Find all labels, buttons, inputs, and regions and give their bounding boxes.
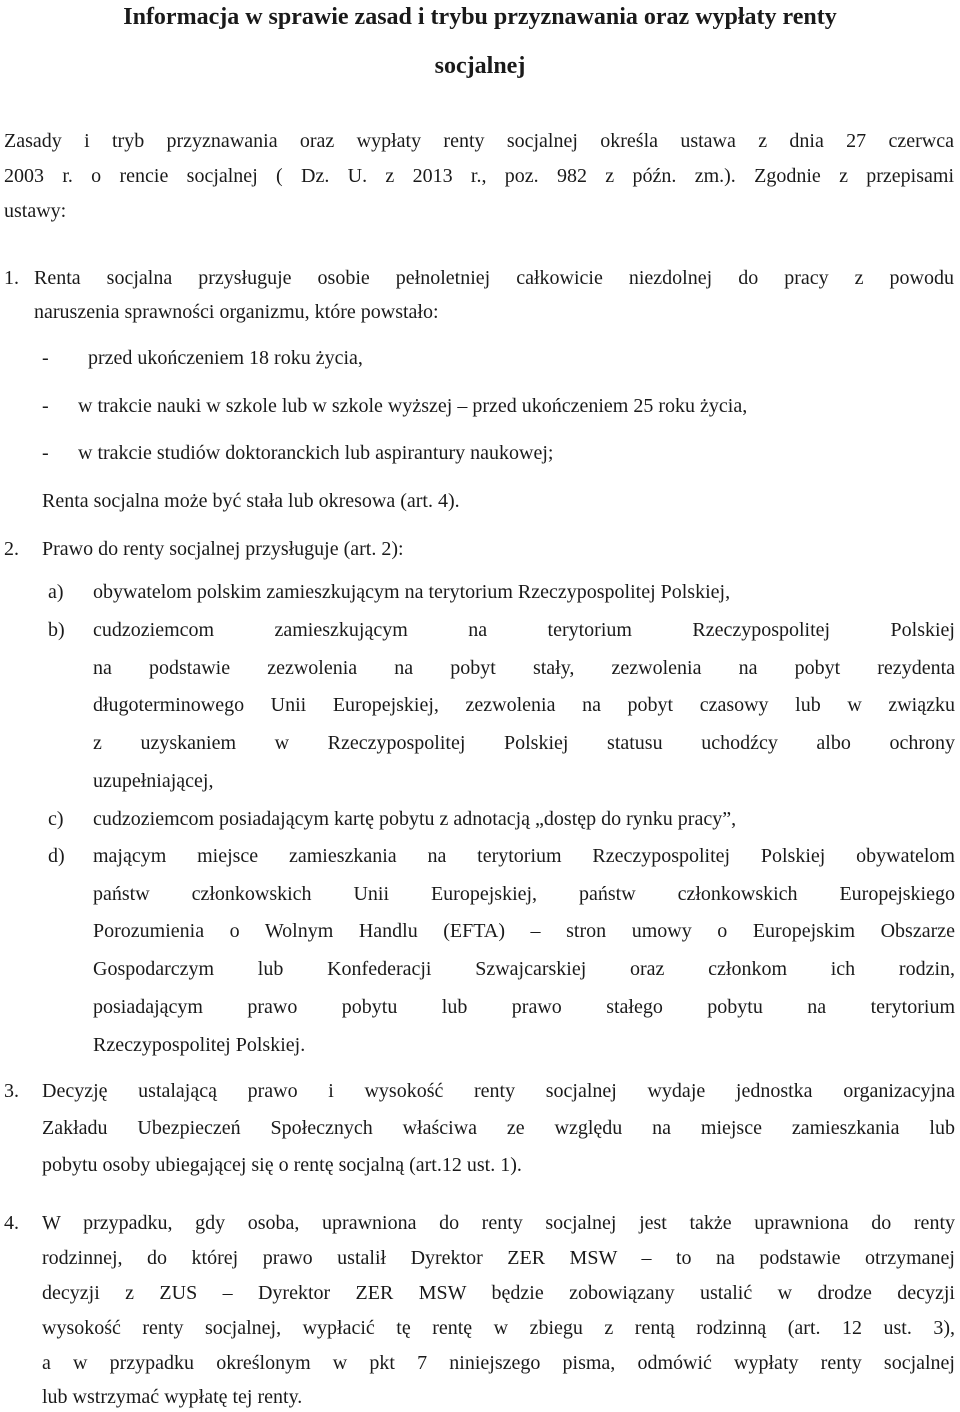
section-4-line: lub wstrzymać wypłatę tej renty. (42, 1386, 303, 1408)
list-item-b-line: na podstawie zezwolenia na pobyt stały, zezwolenia na pobyt rezydenta (93, 657, 955, 679)
bullet-text: przed ukończeniem 18 roku życia, (88, 347, 363, 369)
list-item-b-line: długoterminowego Unii Europejskiej, zezwolenia na pobyt czasowy lub w związku (93, 694, 955, 716)
list-item-d-line: Porozumienia o Wolnym Handlu (EFTA) – stron umowy o Europejskim Obszarze (93, 920, 955, 942)
list-item-b-line: z uzyskaniem w Rzeczypospolitej Polskiej statusu uchodźcy albo ochrony (93, 732, 955, 754)
list-letter-d: d) (48, 845, 65, 867)
bullet-text: w trakcie studiów doktoranckich lub aspirantury naukowej; (78, 442, 554, 464)
section-4-line: a w przypadku określonym w pkt 7 niniejszego pisma, odmówić wypłaty renty socjalnej (42, 1352, 955, 1374)
bullet-dash: - (42, 347, 49, 369)
list-letter-a: a) (48, 581, 64, 603)
list-letter-b: b) (48, 619, 65, 641)
section-4-number: 4. (4, 1212, 19, 1234)
intro-line-3: ustawy: (4, 200, 67, 222)
section-1-line-1: Renta socjalna przysługuje osobie pełnoletniej całkowicie niezdolnej do pracy z powodu (34, 267, 954, 289)
section-1-number: 1. (4, 267, 19, 289)
bullet-text: w trakcie nauki w szkole lub w szkole wyższej – przed ukończeniem 25 roku życia, (78, 395, 748, 417)
section-1-line-2: naruszenia sprawności organizmu, które powstało: (34, 301, 439, 323)
list-item-d-line: Rzeczypospolitej Polskiej. (93, 1034, 306, 1056)
section-4-line: wysokość renty socjalnej, wypłacić tę rentę w zbiegu z rentą rodzinną (art. 12 ust. 3), (42, 1317, 955, 1339)
section-1-note: Renta socjalna może być stała lub okresowa (art. 4). (42, 490, 460, 512)
intro-line-2: 2003 r. o rencie socjalnej ( Dz. U. z 2013 r., poz. 982 z późn. zm.). Zgodnie z przepisami (4, 165, 954, 187)
list-item-d-line: posiadającym prawo pobytu lub prawo stałego pobytu na terytorium (93, 996, 955, 1018)
section-2-heading: Prawo do renty socjalnej przysługuje (art. 2): (42, 538, 404, 560)
section-2-number: 2. (4, 538, 19, 560)
list-item-c-line: cudzoziemcom posiadającym kartę pobytu z adnotacją „dostęp do rynku pracy”, (93, 808, 737, 830)
section-3-line: Zakładu Ubezpieczeń Społecznych właściwa ze względu na miejsce zamieszkania lub (42, 1117, 955, 1139)
section-4-line: W przypadku, gdy osoba, uprawniona do renty socjalnej jest także uprawniona do renty (42, 1212, 955, 1234)
page-title-line-1: Informacja w sprawie zasad i trybu przyznawania oraz wypłaty renty (123, 4, 837, 30)
list-item-d-line: mającym miejsce zamieszkania na terytorium Rzeczypospolitej Polskiej obywatelom (93, 845, 955, 867)
section-4-line: decyzji z ZUS – Dyrektor ZER MSW będzie zobowiązany ustalić w drodze decyzji (42, 1282, 955, 1304)
list-item-a-line: obywatelom polskim zamieszkującym na terytorium Rzeczypospolitej Polskiej, (93, 581, 731, 603)
section-4-line: rodzinnej, do której prawo ustalił Dyrektor ZER MSW – to na podstawie otrzymanej (42, 1247, 955, 1269)
intro-line-1: Zasady i tryb przyznawania oraz wypłaty renty socjalnej określa ustawa z dnia 27 czerwca (4, 130, 954, 152)
bullet-dash: - (42, 395, 49, 417)
section-3-line: Decyzję ustalającą prawo i wysokość renty socjalnej wydaje jednostka organizacyjna (42, 1080, 955, 1102)
list-item-b-line: cudzoziemcom zamieszkującym na terytorium Rzeczypospolitej Polskiej (93, 619, 955, 641)
page-title-line-2: socjalnej (434, 53, 526, 79)
bullet-dash: - (42, 442, 49, 464)
list-item-d-line: państw członkowskich Unii Europejskiej, państw członkowskich Europejskiego (93, 883, 955, 905)
list-item-d-line: Gospodarczym lub Konfederacji Szwajcarskiej oraz członkom ich rodzin, (93, 958, 955, 980)
section-3-number: 3. (4, 1080, 19, 1102)
section-3-line: pobytu osoby ubiegającej się o rentę socjalną (art.12 ust. 1). (42, 1154, 522, 1176)
list-letter-c: c) (48, 808, 64, 830)
list-item-b-line: uzupełniającej, (93, 770, 214, 792)
